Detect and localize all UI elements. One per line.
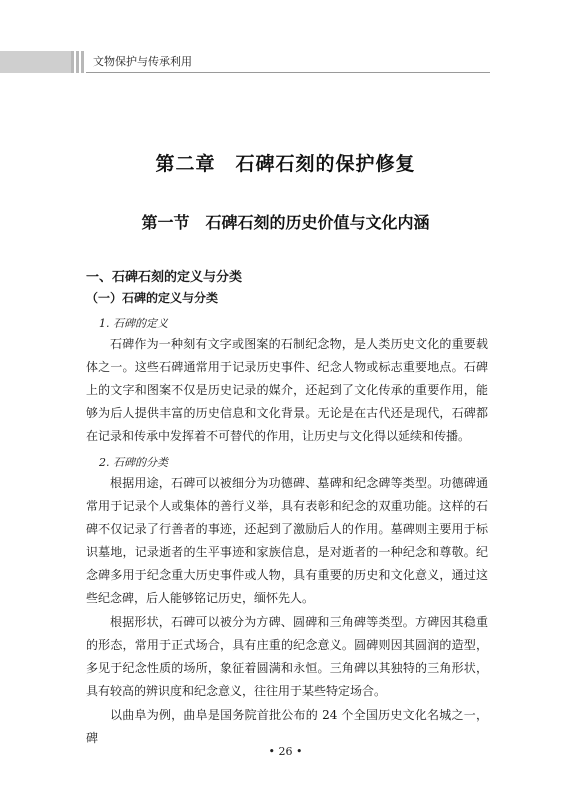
page-number: • 26 • (268, 745, 303, 758)
header-stripes (71, 51, 86, 73)
paragraph-by-purpose: 根据用途，石碑可以被细分为功德碑、墓碑和纪念碑等类型。功德碑通常用于记录个人或集体的善行义举，具有表彰和纪念的双重功能。这样的石碑不仅记录了行善者的事迹，还起到了激励后人的作用。墓碑则主要用于标识墓地，记录逝者的生平事迹和家族信息，是对逝者的一种纪念和尊敬。纪念碑多用于纪念重大历史事件或人物，具有重要的历史和文化意义，通过这些纪念碑，后人能够铭记历史，缅怀先人。 (86, 476, 488, 605)
header-book-title: 文物保护与传承利用 (93, 55, 192, 68)
heading-stele-classification: 2. 石碑的分类 (99, 456, 168, 469)
header-stripe (81, 51, 84, 73)
header-stripe (76, 51, 79, 73)
heading-stele-definition: 1. 石碑的定义 (99, 317, 168, 330)
section-title: 第一节 石碑石刻的历史价值与文化内涵 (141, 213, 430, 232)
heading-level-1: 一、石碑石刻的定义与分类 (86, 270, 243, 285)
header-grey-block (0, 51, 71, 73)
header-rule (86, 72, 490, 73)
paragraph-by-shape: 根据形状，石碑可以被分为方碑、圆碑和三角碑等类型。方碑因其稳重的形态，常用于正式场合，具有庄重的纪念意义。圆碑则因其圆润的造型，多见于纪念性质的场所，象征着圆满和永恒。三角碑以其独特的三角形状，具有较高的辨识度和纪念意义，往往用于某些特定场合。 (86, 615, 488, 698)
chapter-title: 第二章 石碑石刻的保护修复 (155, 153, 416, 175)
heading-level-2: （一）石碑的定义与分类 (86, 291, 219, 305)
paragraph-qufu-example: 以曲阜为例，曲阜是国务院首批公布的 24 个全国历史文化名城之一，碑 (86, 708, 488, 745)
header-stripe (71, 51, 74, 73)
running-header (0, 51, 490, 73)
paragraph-definition: 石碑作为一种刻有文字或图案的石制纪念物，是人类历史文化的重要载体之一。这些石碑通常用于记录历史事件、纪念人物或标志重要地点。石碑上的文字和图案不仅是历史记录的媒介，还起到了文化传承的重要作用，能够为后人提供丰富的历史信息和文化背景。无论是在古代还是现代，石碑都在记录和传承中发挥着不可替代的作用，让历史与文化得以延续和传播。 (86, 337, 488, 443)
